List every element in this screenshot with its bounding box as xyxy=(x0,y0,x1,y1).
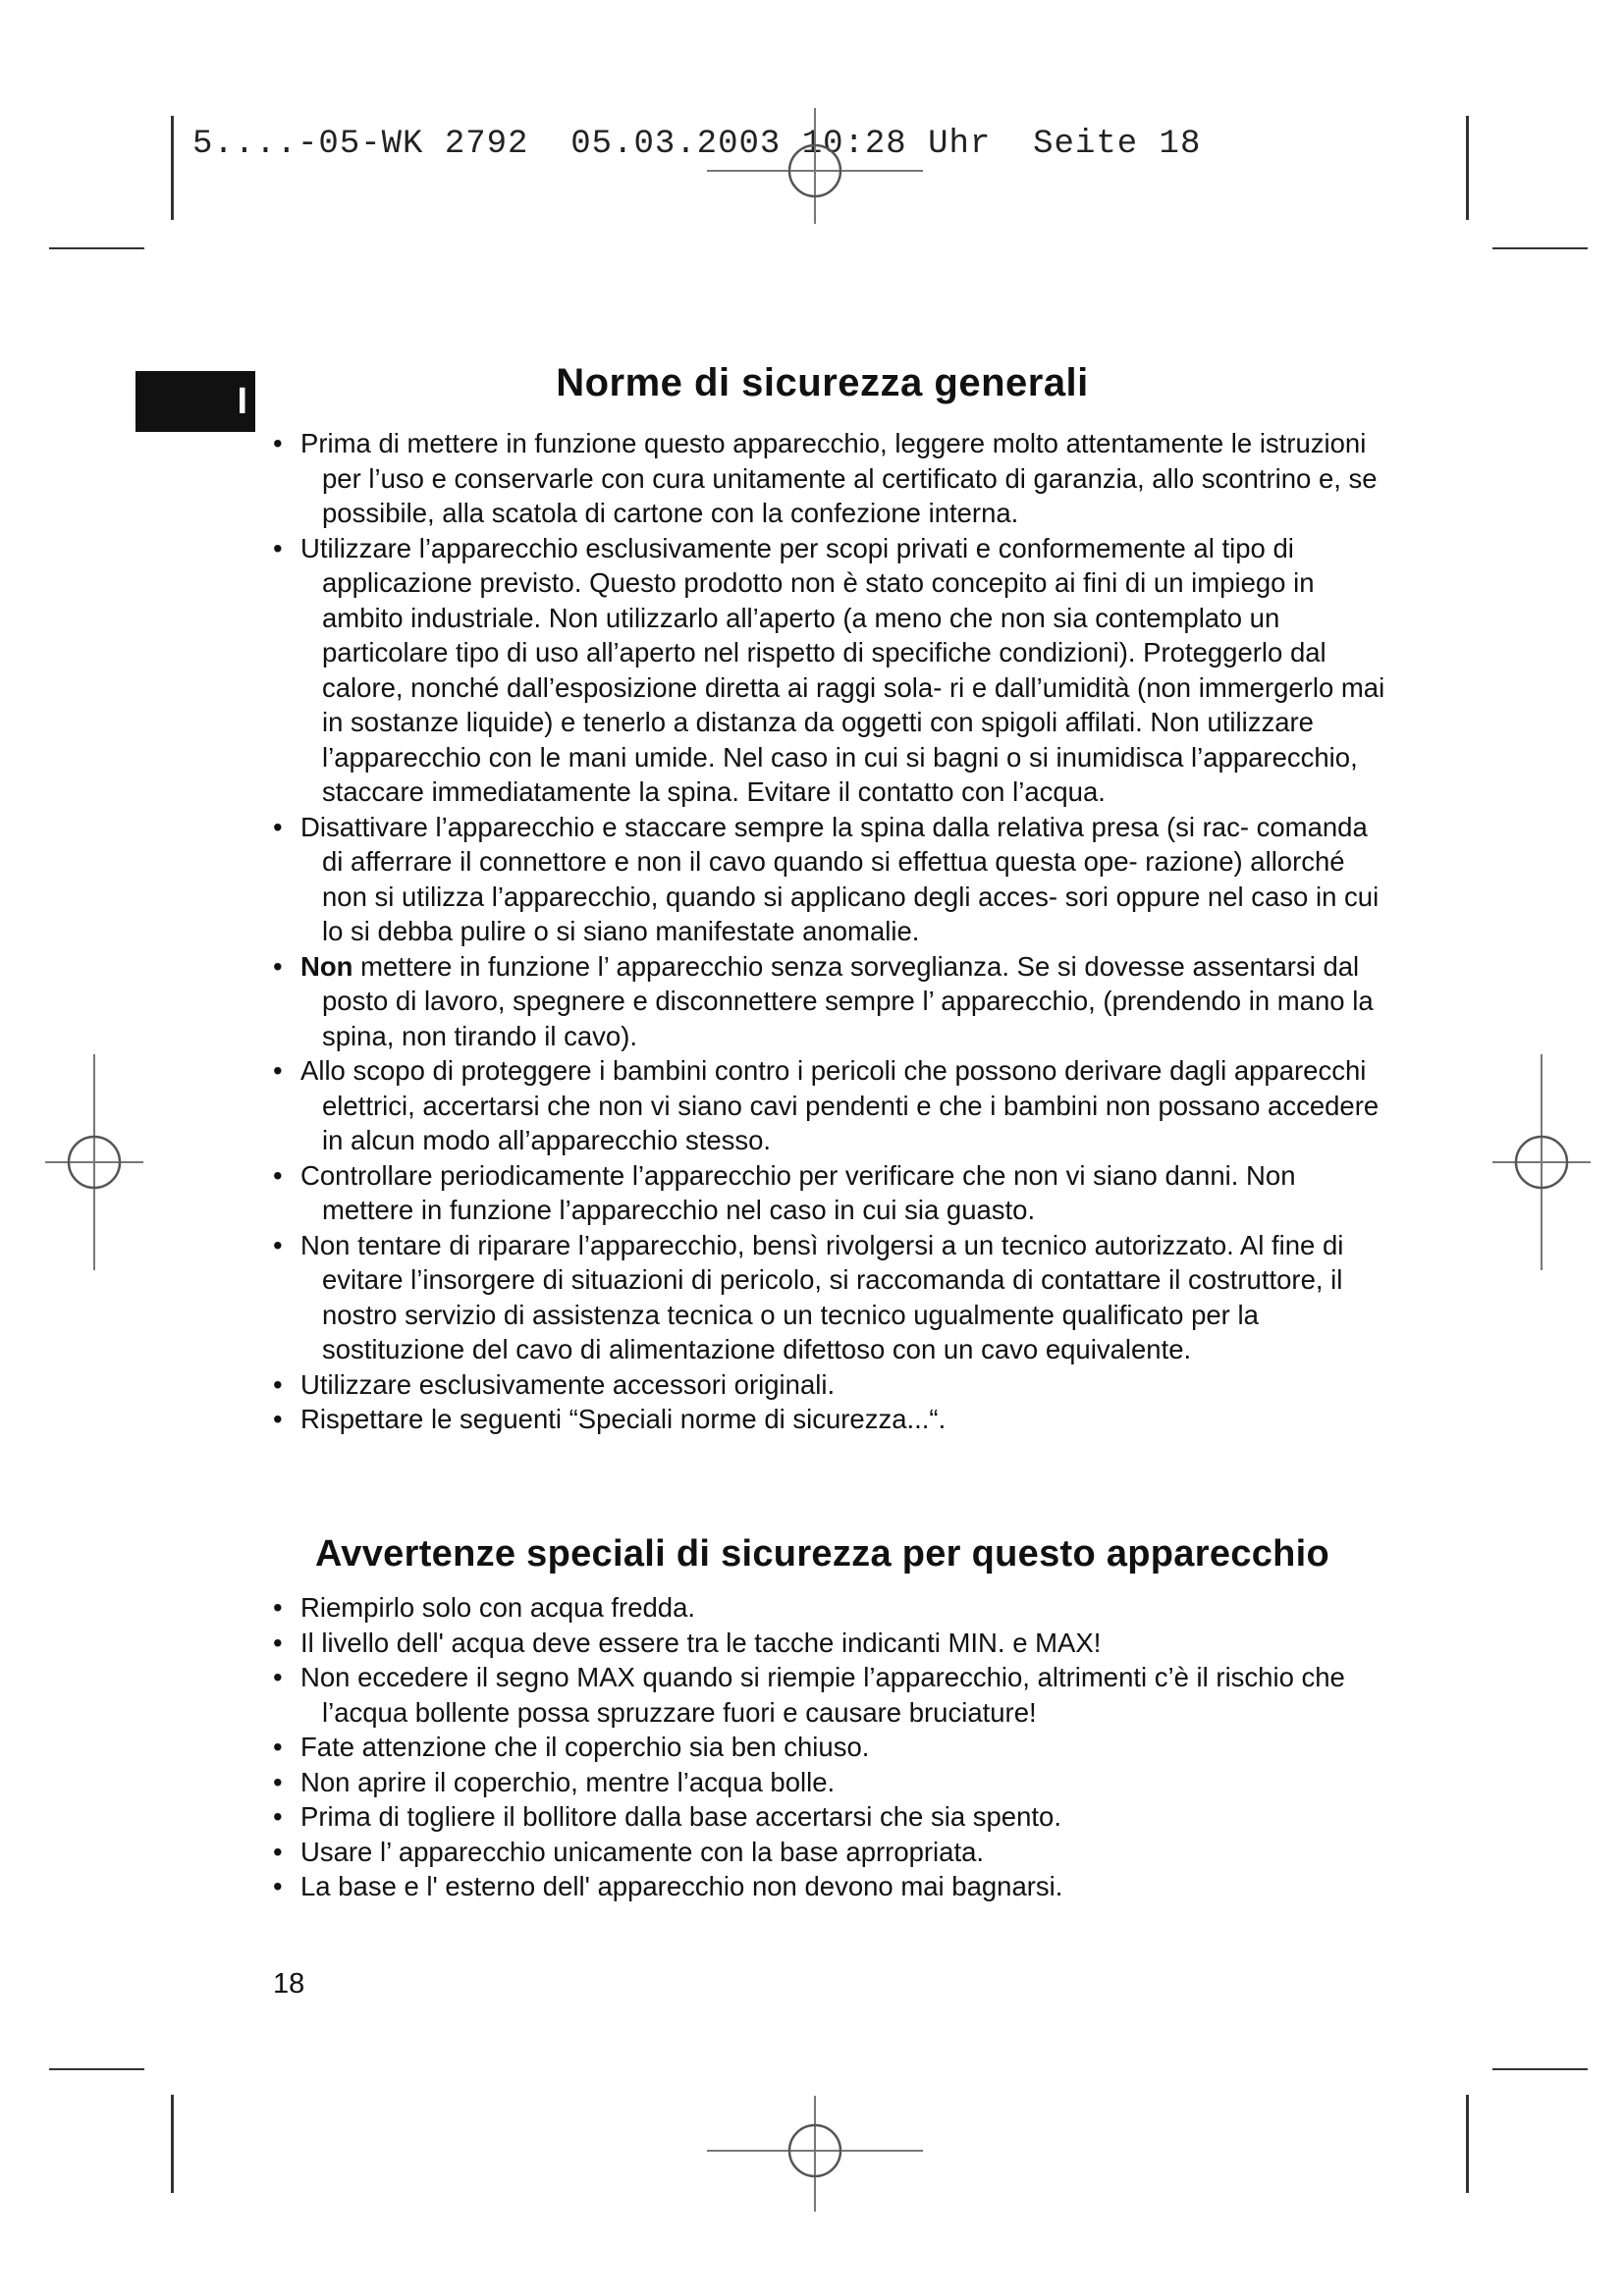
registration-mark-top xyxy=(707,108,923,224)
registration-mark-right xyxy=(1492,1054,1591,1270)
list-item: • Allo scopo di proteggere i bambini contro i pericoli che possono derivare dagli apparecchi elettrici, accertarsi che non vi siano cavi pendenti e che i bambini non possano accedere in alcun modo all’apparecchio stesso. xyxy=(273,1053,1392,1158)
section-title-special-warnings: Avvertenze speciali di sicurezza per questo apparecchio xyxy=(314,1533,1330,1575)
list-item: • Riempirlo solo con acqua fredda. xyxy=(273,1590,1392,1626)
crop-mark xyxy=(1492,2068,1588,2070)
list-item: • Non tentare di riparare l’apparecchio, bensì rivolgersi a un tecnico autorizzato. Al fine di evitare l’insorgere di situazioni di pericolo, si raccomanda di contattare il costruttore, il nostro servizio di assistenza tecnica o un tecnico ugualmente qualificato per la sostituzione del cavo di alimentazione difettoso con un cavo equivalente. xyxy=(273,1228,1392,1367)
list-item: • Rispettare le seguenti “Speciali norme di sicurezza...“. xyxy=(273,1402,1392,1437)
registration-mark-bottom xyxy=(707,2096,923,2212)
list-item: • Prima di togliere il bollitore dalla base accertarsi che sia spento. xyxy=(273,1799,1392,1835)
list-item: • Fate attenzione che il coperchio sia ben chiuso. xyxy=(273,1730,1392,1765)
list-item: • Il livello dell' acqua deve essere tra le tacche indicanti MIN. e MAX! xyxy=(273,1626,1392,1661)
list-item: • Disattivare l’apparecchio e staccare sempre la spina dalla relativa presa (si rac- comanda di afferrare il connettore e non il cavo quando si effettua questa ope- razione) allorché non si utilizza l’apparecchio, quando si applicano degli acces- sori oppure nel caso in cui lo si debba pulire o si siano manifestate anomalie. xyxy=(273,810,1392,949)
list-item-text: mettere in funzione l’ apparecchio senza sorveglianza. Se si dovesse assentarsi dal posto di lavoro, spegnere e disconnettere sempre l’ apparecchio, (prendendo in mano la spina, non tirando il cavo). xyxy=(322,950,1374,1051)
crop-mark xyxy=(49,2068,144,2070)
list-item: • Usare l’ apparecchio unicamente con la base aprropriata. xyxy=(273,1835,1392,1870)
print-slug-line: 5....-05-WK 2792 05.03.2003 10:28 Uhr Seite 18 xyxy=(192,126,1202,163)
crop-mark xyxy=(1466,116,1469,220)
crop-mark xyxy=(171,116,174,220)
list-item: • La base e l' esterno dell' apparecchio non devono mai bagnarsi. xyxy=(273,1869,1392,1904)
list-item: • Non aprire il coperchio, mentre l’acqua bolle. xyxy=(273,1765,1392,1800)
list-item-bold-lead: Non xyxy=(300,950,353,982)
general-safety-list xyxy=(273,426,1392,1437)
list-item: • Non eccedere il segno MAX quando si riempie l’apparecchio, altrimenti c’è il rischio che l’acqua bollente possa spruzzare fuori e causare bruciature! xyxy=(273,1660,1392,1730)
special-warnings-list xyxy=(273,1590,1392,1904)
list-item: • Prima di mettere in funzione questo apparecchio, leggere molto attentamente le istruzioni per l’uso e conservarle con cura unitamente al certificato di garanzia, allo scontrino e, se possibile, alla scatola di cartone con la confezione interna. xyxy=(273,426,1392,531)
section-title-general-safety: Norme di sicurezza generali xyxy=(556,361,1089,404)
registration-mark-left xyxy=(45,1054,143,1270)
crop-mark xyxy=(171,2095,174,2193)
crop-mark xyxy=(1492,247,1588,249)
language-tab: I xyxy=(135,371,255,432)
crop-mark xyxy=(49,247,144,249)
list-item xyxy=(273,949,1392,1054)
list-item: • Controllare periodicamente l’apparecchio per verificare che non vi siano danni. Non mettere in funzione l’apparecchio nel caso in cui sia guasto. xyxy=(273,1158,1392,1228)
page-number: 18 xyxy=(273,1968,305,2000)
list-item: • Utilizzare l’apparecchio esclusivamente per scopi privati e conformemente al tipo di applicazione previsto. Questo prodotto non è stato concepito ai fini di un impiego in ambito industriale. Non utilizzarlo all’aperto (a meno che non sia contemplato un particolare tipo di uso all’aperto nel rispetto di specifiche condizioni). Proteggerlo dal calore, nonché dall’esposizione diretta ai raggi sola- ri e dall’umidità (non immergerlo mai in sostanze liquide) e tenerlo a distanza da oggetti con spigoli affilati. Non utilizzare l’apparecchio con le mani umide. Nel caso in cui si bagni o si inumidisca l’apparecchio, staccare immediatamente la spina. Evitare il contatto con l’acqua. xyxy=(273,531,1392,810)
list-item: • Utilizzare esclusivamente accessori originali. xyxy=(273,1367,1392,1403)
crop-mark xyxy=(1466,2095,1469,2193)
